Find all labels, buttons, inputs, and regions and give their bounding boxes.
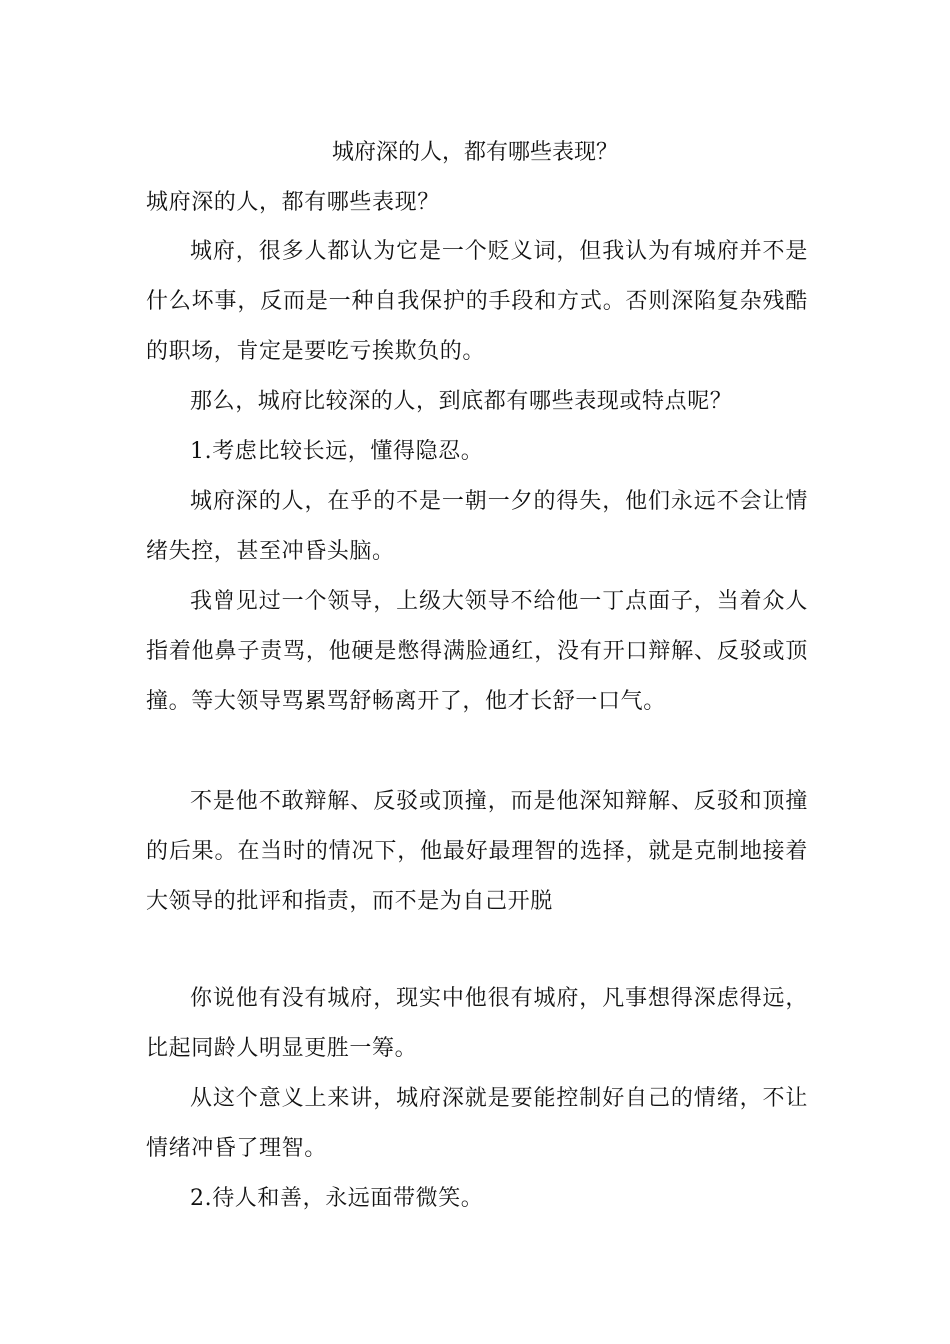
document-title: 城府深的人，都有哪些表现？ <box>331 140 618 165</box>
paragraph-question: 那么，城府比较深的人，到底都有哪些表现或特点呢？ <box>190 389 733 414</box>
paragraph-subtitle: 城府深的人，都有哪些表现？ <box>146 190 440 215</box>
section-heading-1: 1.考虑比较长远，懂得隐忍。 <box>190 439 484 464</box>
section-heading-2: 2.待人和善，永远面带微笑。 <box>190 1186 484 1211</box>
paragraph-point-1: 城府深的人，在乎的不是一朝一夕的得失，他们永远不会让情绪失控，甚至冲昏头脑。 <box>146 489 808 564</box>
paragraph-meaning: 从这个意义上来讲，城府深就是要能控制好自己的情绪，不让情绪冲昏了理智。 <box>146 1086 808 1161</box>
paragraph-conclusion: 你说他有没有城府，现实中他很有城府，凡事想得深虑得远，比起同龄人明显更胜一筹。 <box>146 986 808 1061</box>
paragraph-explanation: 不是他不敢辩解、反驳或顶撞，而是他深知辩解、反驳和顶撞的后果。在当时的情况下，他最好最理智的选择，就是克制地接着大领导的批评和指责，而不是为自己开脱 <box>146 789 808 914</box>
paragraph-example: 我曾见过一个领导，上级大领导不给他一丁点面子，当着众人指着他鼻子责骂，他硬是憋得满脸通红，没有开口辩解、反驳或顶撞。等大领导骂累骂舒畅离开了，他才长舒一口气。 <box>146 589 808 714</box>
paragraph-intro: 城府，很多人都认为它是一个贬义词，但我认为有城府并不是什么坏事，反而是一种自我保护的手段和方式。否则深陷复杂残酷的职场，肯定是要吃亏挨欺负的。 <box>146 239 808 364</box>
